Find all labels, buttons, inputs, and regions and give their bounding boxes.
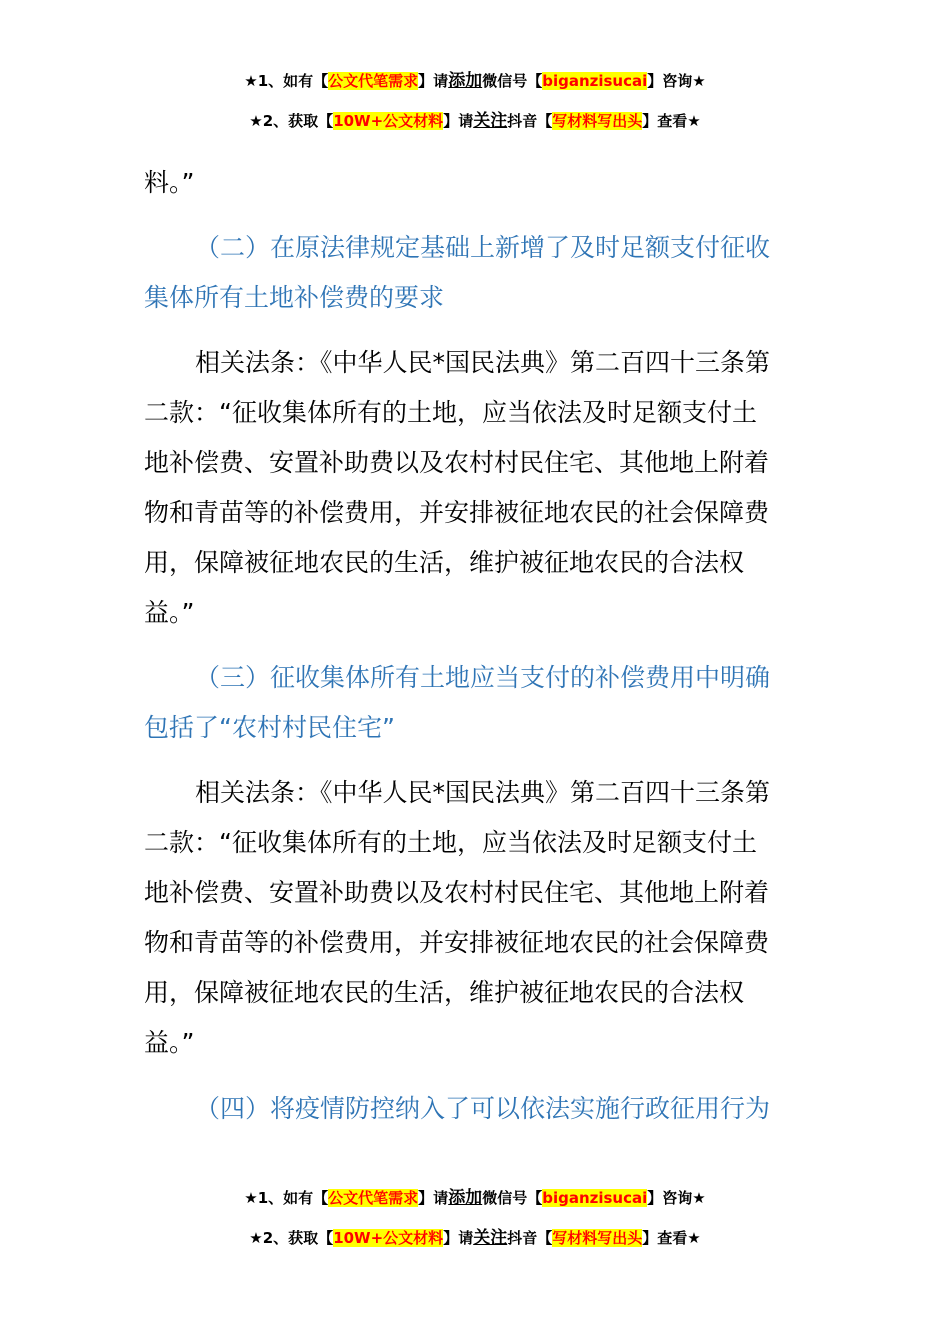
- paragraph-line: 二款：“征收集体所有的土地，应当依法及时足额支付土: [144, 828, 757, 857]
- footer-text: 】请: [443, 1229, 474, 1247]
- header-notice-1: [0, 70, 950, 92]
- paragraph-line: 物和青苗等的补偿费用，并安排被征地农民的社会保障费: [144, 928, 770, 957]
- section-heading-2-cont: 集体所有土地补偿费的要求: [144, 283, 445, 312]
- header-text: ★2、获取【: [249, 112, 334, 130]
- highlight-text: 10W+公文材料: [333, 1229, 444, 1247]
- paragraph-line: 用，保障被征地农民的生活，维护被征地农民的合法权: [144, 978, 745, 1007]
- header-text: 】请: [418, 72, 449, 90]
- footer-text: 】查看★: [642, 1229, 701, 1247]
- paragraph-line: 益。”: [144, 598, 195, 627]
- emphasis-text: 添加: [448, 1188, 483, 1208]
- emphasis-text: 关注: [473, 1228, 508, 1248]
- footer-text: 微信号【: [482, 1189, 543, 1207]
- footer-text: ★2、获取【: [249, 1229, 334, 1247]
- highlight-text: 写材料写出头: [552, 112, 643, 130]
- paragraph-line: 料。”: [144, 168, 195, 197]
- section-heading-4: （四）将疫情防控纳入了可以依法实施行政征用行为: [195, 1094, 771, 1123]
- section-heading-2: （二）在原法律规定基础上新增了及时足额支付征收: [195, 233, 771, 262]
- footer-text: 】请: [418, 1189, 449, 1207]
- highlight-text: biganzisucai: [542, 1189, 648, 1207]
- footer-notice-1: [0, 1187, 950, 1209]
- section-heading-3: （三）征收集体所有土地应当支付的补偿费用中明确: [195, 663, 771, 692]
- header-text: ★1、如有【: [244, 72, 329, 90]
- paragraph-line: 益。”: [144, 1028, 195, 1057]
- header-text: 】请: [443, 112, 474, 130]
- header-notice-2: [0, 110, 950, 132]
- header-text: 微信号【: [482, 72, 543, 90]
- emphasis-text: 关注: [473, 111, 508, 131]
- footer-text: ★1、如有【: [244, 1189, 329, 1207]
- header-text: 】查看★: [642, 112, 701, 130]
- paragraph-line: 地补偿费、安置补助费以及农村村民住宅、其他地上附着: [144, 448, 770, 477]
- footer-notice-2: [0, 1227, 950, 1249]
- paragraph-line: 用，保障被征地农民的生活，维护被征地农民的合法权: [144, 548, 745, 577]
- footer-text: 抖音【: [507, 1229, 553, 1247]
- emphasis-text: 添加: [448, 71, 483, 91]
- highlight-text: 写材料写出头: [552, 1229, 643, 1247]
- header-text: 】咨询★: [647, 72, 706, 90]
- paragraph-line: 二款：“征收集体所有的土地，应当依法及时足额支付土: [144, 398, 757, 427]
- footer-text: 】咨询★: [647, 1189, 706, 1207]
- paragraph-line: 地补偿费、安置补助费以及农村村民住宅、其他地上附着: [144, 878, 770, 907]
- highlight-text: biganzisucai: [542, 72, 648, 90]
- paragraph-line: 物和青苗等的补偿费用，并安排被征地农民的社会保障费: [144, 498, 770, 527]
- highlight-text: 10W+公文材料: [333, 112, 444, 130]
- paragraph-line: 相关法条：《中华人民*国民法典》第二百四十三条第: [195, 348, 771, 377]
- section-heading-3-cont: 包括了“农村村民住宅”: [144, 713, 395, 742]
- highlight-text: 公文代笔需求: [328, 1189, 419, 1207]
- header-text: 抖音【: [507, 112, 553, 130]
- highlight-text: 公文代笔需求: [328, 72, 419, 90]
- paragraph-line: 相关法条：《中华人民*国民法典》第二百四十三条第: [195, 778, 771, 807]
